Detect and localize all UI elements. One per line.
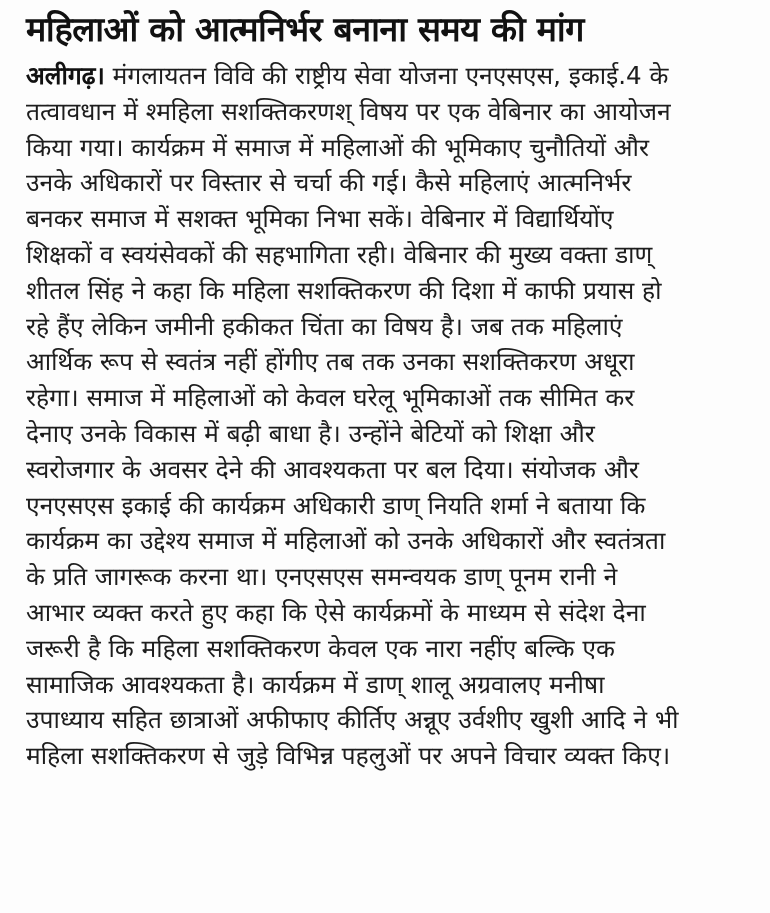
article-line: किया गया। कार्यक्रम में समाज में महिलाओं की भूमिकाए चुनौतियों और [26,132,650,162]
article-line: रहे हैंए लेकिन जमीनी हकीकत चिंता का विषय है। जब तक महिलाएं [26,311,623,341]
article-line: देनाए उनके विकास में बढ़ी बाधा है। उन्होंने बेटियों को शिक्षा और [26,418,595,448]
article-line: आर्थिक रूप से स्वतंत्र नहीं होंगीए तब तक उनका सशक्तिकरण अधूरा [26,347,635,377]
article-line: उपाध्याय सहित छात्राओं अफीफाए कीर्तिए अन्नूए उर्वशीए खुशी आदि ने भी [26,705,679,735]
article-line: के प्रति जागरूक करना था। एनएसएस समन्वयक डाण् पूनम रानी ने [26,562,618,592]
article-line: शिक्षकों व स्वयंसेवकों की सहभागिता रही। वेबिनार की मुख्य वक्ता डाण् [26,239,653,269]
article-line: स्वरोजगार के अवसर देने की आवश्यकता पर बल दिया। संयोजक और [26,454,639,484]
article-body [26,58,748,774]
article-line: जरूरी है कि महिला सशक्तिकरण केवल एक नारा नहींए बल्कि एक [26,633,615,663]
article-line: रहेगा। समाज में महिलाओं को केवल घरेलू भूमिकाओं तक सीमित कर [26,383,635,413]
article-line-text: मंगलायतन विवि की राष्ट्रीय सेवा योजना एनएसएस, इकाई.4 के [104,61,669,90]
article-line: तत्वावधान में श्महिला सशक्तिकरणश् विषय पर एक वेबिनार का आयोजन [26,96,671,126]
article-line: कार्यक्रम का उद्देश्य समाज में महिलाओं को उनके अधिकारों और स्वतंत्रता [26,526,666,556]
article-line: सामाजिक आवश्यकता है। कार्यक्रम में डाण् शालू अग्रवालए मनीषा [26,669,605,699]
article-line: बनकर समाज में सशक्त भूमिका निभा सकें। वेबिनार में विद्यार्थियोंए [26,204,614,234]
article-line: आभार व्यक्त करते हुए कहा कि ऐसे कार्यक्रमों के माध्यम से संदेश देना [26,597,646,627]
article-line: एनएसएस इकाई की कार्यक्रम अधिकारी डाण् नियति शर्मा ने बताया कि [26,490,646,520]
article-line: शीतल सिंह ने कहा कि महिला सशक्तिकरण की दिशा में काफी प्रयास हो [26,275,662,305]
article-line [26,58,748,94]
dateline: अलीगढ़। [26,61,105,90]
article-line: महिला सशक्तिकरण से जुड़े विभिन्न पहलुओं पर अपने विचार व्यक्त किए। [26,741,671,771]
article-line: उनके अधिकारों पर विस्तार से चर्चा की गई। कैसे महिलाएं आत्मनिर्भर [26,168,632,198]
headline: महिलाओं को आत्मनिर्भर बनाना समय की मांग [26,10,584,50]
